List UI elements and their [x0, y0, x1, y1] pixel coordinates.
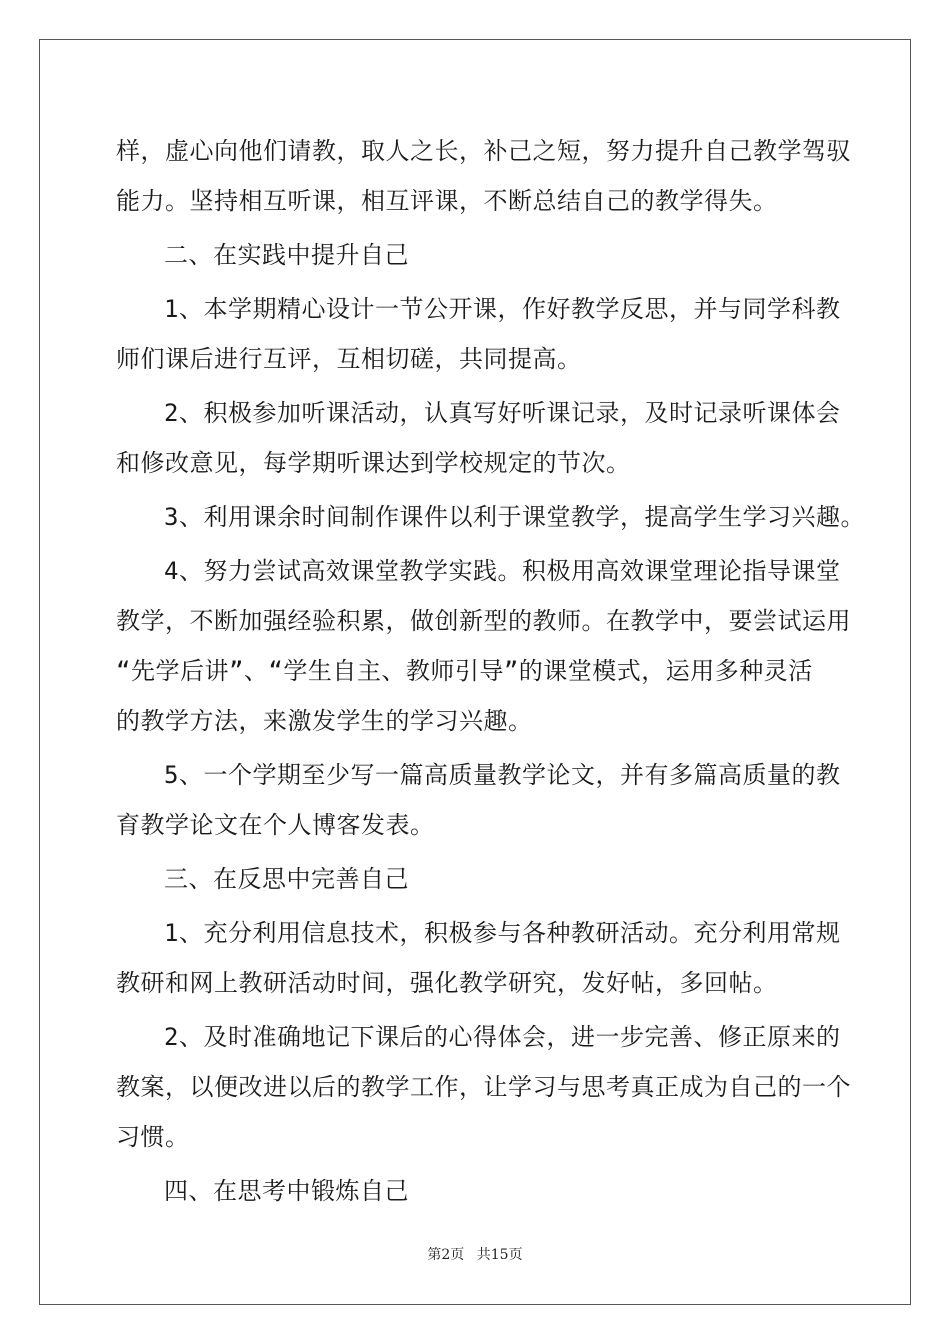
page-total: 共15页	[476, 1247, 523, 1263]
paragraph-line: 教学，不断加强经验积累，做创新型的教师。在教学中，要尝试运用	[116, 607, 851, 635]
section-heading: 四、在思考中锻炼自己	[164, 1177, 409, 1205]
document-body	[116, 126, 865, 1216]
page-number: 第2页	[427, 1247, 465, 1263]
paragraph-line: 3、利用课余时间制作课件以利于课堂教学，提高学生学习兴趣。	[164, 503, 865, 531]
page-footer	[0, 1244, 950, 1264]
paragraph-line: 2、及时准确地记下课后的心得体会，进一步完善、修正原来的	[164, 1023, 841, 1051]
paragraph-line: 教案，以便改进以后的教学工作，让学习与思考真正成为自己的一个	[116, 1073, 851, 1101]
paragraph-line: 育教学论文在个人博客发表。	[116, 811, 435, 839]
paragraph-line: 2、积极参加听课活动，认真写好听课记录，及时记录听课体会	[164, 399, 841, 427]
paragraph-line: 1、本学期精心设计一节公开课，作好教学反思，并与同学科教	[164, 295, 841, 323]
paragraph-line: 样，虚心向他们请教，取人之长，补己之短，努力提升自己教学驾驭	[116, 137, 851, 165]
paragraph-line: “先学后讲”、“学生自主、教师引导”的课堂模式，运用多种灵活	[116, 657, 813, 685]
paragraph-line: 5、一个学期至少写一篇高质量教学论文，并有多篇高质量的教	[164, 761, 841, 789]
paragraph-line: 1、充分利用信息技术，积极参与各种教研活动。充分利用常规	[164, 919, 841, 947]
paragraph-line: 习惯。	[116, 1123, 190, 1151]
section-heading: 二、在实践中提升自己	[164, 241, 409, 269]
paragraph-line: 4、努力尝试高效课堂教学实践。积极用高效课堂理论指导课堂	[164, 557, 841, 585]
paragraph-line: 教研和网上教研活动时间，强化教学研究，发好帖，多回帖。	[116, 969, 778, 997]
section-heading: 三、在反思中完善自己	[164, 865, 409, 893]
paragraph-line: 能力。坚持相互听课，相互评课，不断总结自己的教学得失。	[116, 187, 778, 215]
paragraph-line: 的教学方法，来激发学生的学习兴趣。	[116, 707, 533, 735]
paragraph-line: 和修改意见，每学期听课达到学校规定的节次。	[116, 449, 631, 477]
paragraph-line: 师们课后进行互评，互相切磋，共同提高。	[116, 345, 582, 373]
